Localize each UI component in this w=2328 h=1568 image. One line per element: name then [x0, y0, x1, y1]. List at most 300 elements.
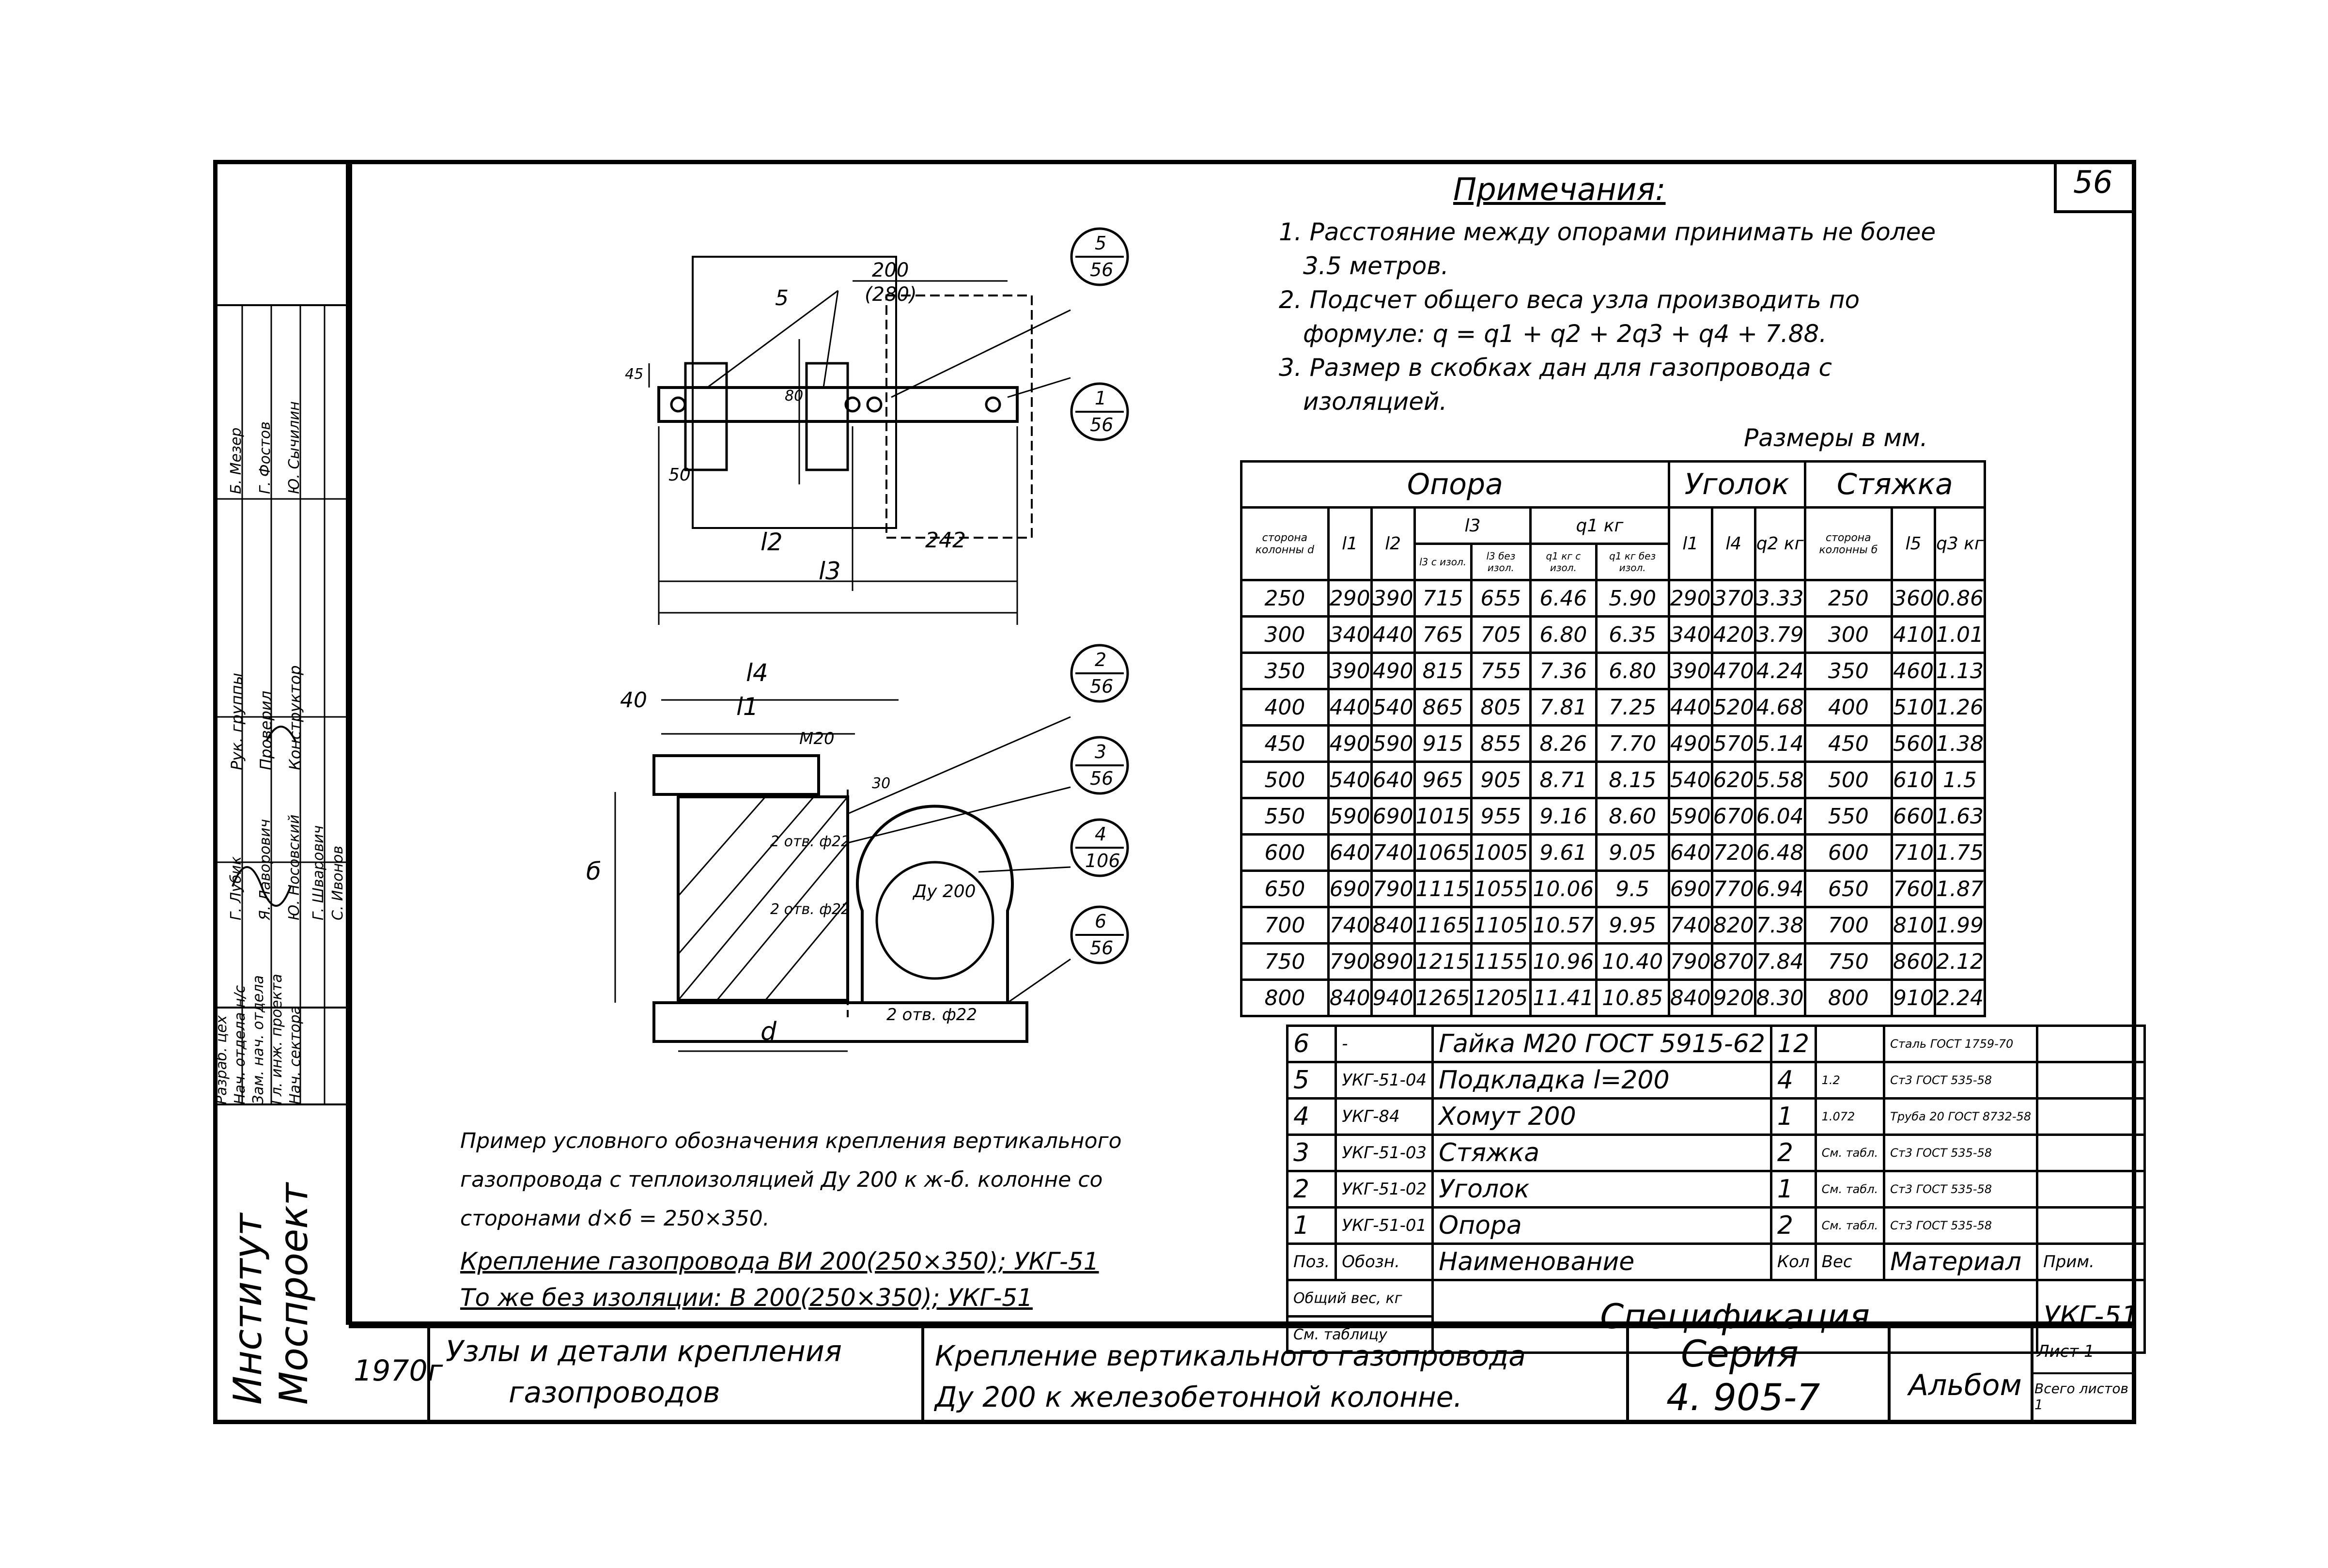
dims-cell: 750 — [1242, 944, 1329, 980]
top-dim-l2: l2 — [760, 528, 783, 556]
dims-cell: 250 — [1242, 580, 1329, 617]
dims-cell: 300 — [1242, 617, 1329, 653]
spec-hdr-note: Прим. — [2037, 1244, 2145, 1280]
dims-cell: 2.12 — [1935, 944, 1985, 980]
dims-row — [1242, 798, 1985, 835]
dims-cell: 540 — [1669, 762, 1712, 798]
spec-cell: Опора — [1433, 1208, 1771, 1244]
spec-cell: Хомут 200 — [1433, 1099, 1771, 1135]
album-label: Альбом — [1909, 1368, 2022, 1402]
dims-cell: 10.96 — [1531, 944, 1596, 980]
sheets-total: Всего листов 1 — [2034, 1381, 2129, 1413]
dims-cell: 840 — [1328, 980, 1371, 1016]
title-left-2: газопроводов — [509, 1376, 720, 1410]
dims-cell: 7.81 — [1531, 689, 1596, 726]
spec-cell: Подкладка l=200 — [1433, 1062, 1771, 1099]
spec-cell: 4 — [1771, 1062, 1816, 1099]
page-number: 56 — [2073, 165, 2113, 201]
dims-cell: 550 — [1242, 798, 1329, 835]
dims-cell: 1015 — [1414, 798, 1471, 835]
dims-cell: 600 — [1242, 835, 1329, 871]
series-label: Серия — [1681, 1332, 1799, 1375]
stamp-name-3: Ю. Сычилин — [286, 401, 303, 494]
title-year: 1970г — [354, 1354, 443, 1388]
hdr-q1-noiso: q1 кг без изол. — [1596, 544, 1669, 580]
stamp-role-c: Конструктор — [286, 665, 304, 770]
dims-cell: 9.16 — [1531, 798, 1596, 835]
dims-cell: 620 — [1712, 762, 1755, 798]
dims-cell: 1.87 — [1935, 871, 1985, 907]
dims-cell: 0.86 — [1935, 580, 1985, 617]
dims-cell: 6.46 — [1531, 580, 1596, 617]
dims-cell: 8.71 — [1531, 762, 1596, 798]
dims-row — [1242, 580, 1985, 617]
spec-hdr-pos: Поз. — [1288, 1244, 1336, 1280]
dims-cell: 390 — [1669, 653, 1712, 689]
dims-cell: 690 — [1371, 798, 1414, 835]
dims-cell: 8.26 — [1531, 726, 1596, 762]
callout-5-num: 5 — [1095, 233, 1107, 254]
dims-cell: 965 — [1414, 762, 1471, 798]
dims-cell: 440 — [1328, 689, 1371, 726]
dims-cell: 910 — [1892, 980, 1935, 1016]
spec-hdr-name: Наименование — [1433, 1244, 1771, 1280]
dims-cell: 765 — [1414, 617, 1471, 653]
stamp-name-6: Ю. Носовский — [286, 814, 303, 920]
dims-cell: 390 — [1371, 580, 1414, 617]
dims-cell: 9.61 — [1531, 835, 1596, 871]
note-line-3: 2. Подсчет общего веса узла производить по — [1279, 286, 1860, 314]
dims-cell: 1.5 — [1935, 762, 1985, 798]
dims-cell: 770 — [1712, 871, 1755, 907]
spec-cell: 1 — [1771, 1099, 1816, 1135]
dims-cell: 410 — [1892, 617, 1935, 653]
dims-cell: 520 — [1712, 689, 1755, 726]
callout-6-num: 6 — [1095, 911, 1107, 932]
dims-row — [1242, 689, 1985, 726]
top-dim-50: 50 — [668, 465, 691, 485]
stamp-role-2: Нач. отдела н/с — [232, 985, 248, 1104]
dims-row — [1242, 980, 1985, 1016]
dims-row — [1242, 617, 1985, 653]
spec-cell: См. табл. — [1816, 1208, 1884, 1244]
dims-cell: 1115 — [1414, 871, 1471, 907]
dimensions-table-body — [1242, 580, 1985, 1016]
dims-cell: 7.38 — [1755, 907, 1805, 944]
dims-cell: 820 — [1712, 907, 1755, 944]
dims-cell: 905 — [1471, 762, 1531, 798]
dims-cell: 855 — [1471, 726, 1531, 762]
dims-cell: 9.05 — [1596, 835, 1669, 871]
dims-cell: 805 — [1471, 689, 1531, 726]
callout-6-sheet: 56 — [1090, 937, 1114, 959]
dims-cell: 440 — [1371, 617, 1414, 653]
dims-cell: 705 — [1471, 617, 1531, 653]
dims-cell: 915 — [1414, 726, 1471, 762]
spec-cell — [2037, 1099, 2145, 1135]
example-formula-1: Крепление газопровода ВИ 200(250×350); УКГ-51 — [460, 1247, 1099, 1275]
sec-40: 40 — [620, 688, 647, 713]
dims-cell: 800 — [1242, 980, 1329, 1016]
dims-cell: 450 — [1242, 726, 1329, 762]
spec-cell: Сталь ГОСТ 1759-70 — [1884, 1026, 2037, 1062]
notes-heading: Примечания: — [1453, 172, 1666, 208]
note-line-2: 3.5 метров. — [1303, 252, 1449, 280]
dims-cell: 5.14 — [1755, 726, 1805, 762]
top-dim-l3: l3 — [819, 557, 841, 585]
sec-holes-1: 2 отв. ф22 — [770, 833, 851, 850]
dims-cell: 690 — [1669, 871, 1712, 907]
spec-cell: - — [1336, 1026, 1433, 1062]
dims-cell: 290 — [1669, 580, 1712, 617]
spec-cell — [2037, 1026, 2145, 1062]
dims-cell: 650 — [1242, 871, 1329, 907]
dims-cell: 4.24 — [1755, 653, 1805, 689]
spec-cell: Ст3 ГОСТ 535-58 — [1884, 1135, 2037, 1171]
spec-cell: См. табл. — [1816, 1135, 1884, 1171]
dims-cell: 700 — [1805, 907, 1892, 944]
dims-cell: 700 — [1242, 907, 1329, 944]
dims-cell: 10.57 — [1531, 907, 1596, 944]
spec-cell: 1.2 — [1816, 1062, 1884, 1099]
callout-4-sheet: 106 — [1085, 850, 1120, 871]
spec-cell: 2 — [1771, 1208, 1816, 1244]
dims-cell: 370 — [1712, 580, 1755, 617]
stamp-name-5: Я. Лаворович — [257, 819, 274, 920]
hdr-l3-noiso: l3 без изол. — [1471, 544, 1531, 580]
top-dim-80: 80 — [785, 388, 804, 404]
dims-cell: 400 — [1805, 689, 1892, 726]
dims-cell: 7.84 — [1755, 944, 1805, 980]
dims-cell: 1265 — [1414, 980, 1471, 1016]
dims-cell: 3.33 — [1755, 580, 1805, 617]
dims-cell: 1165 — [1414, 907, 1471, 944]
spec-cell: 2 — [1771, 1135, 1816, 1171]
stamp-name-8: С. Ивонов — [329, 845, 346, 920]
dims-cell: 6.48 — [1755, 835, 1805, 871]
dims-cell: 4.68 — [1755, 689, 1805, 726]
dims-cell: 740 — [1371, 835, 1414, 871]
title-center-1: Крепление вертикального газопровода — [935, 1339, 1526, 1372]
dims-cell: 715 — [1414, 580, 1471, 617]
dims-cell: 290 — [1328, 580, 1371, 617]
dims-cell: 540 — [1328, 762, 1371, 798]
dims-cell: 11.41 — [1531, 980, 1596, 1016]
spec-cell: УКГ-51-01 — [1336, 1208, 1433, 1244]
sec-30: 30 — [872, 775, 891, 792]
specification-table — [1286, 1025, 2146, 1354]
spec-cell: 3 — [1288, 1135, 1336, 1171]
dims-cell: 670 — [1712, 798, 1755, 835]
dims-cell: 600 — [1805, 835, 1892, 871]
hdr-l3-iso: l3 с изол. — [1414, 544, 1471, 580]
top-dim-45: 45 — [625, 366, 644, 383]
dims-row — [1242, 726, 1985, 762]
spec-cell — [2037, 1208, 2145, 1244]
note-line-4: формуле: q = q1 + q2 + 2q3 + q4 + 7.88. — [1303, 320, 1827, 348]
spec-cell: Ст3 ГОСТ 535-58 — [1884, 1171, 2037, 1208]
dims-cell: 8.30 — [1755, 980, 1805, 1016]
spec-hdr-qty: Кол — [1771, 1244, 1816, 1280]
hdr-l5: l5 — [1892, 508, 1935, 580]
dims-cell: 610 — [1892, 762, 1935, 798]
spec-row — [1288, 1026, 2145, 1062]
callout-3-sheet: 56 — [1090, 768, 1114, 789]
stamp-role-4: Гл. инж. проекта — [268, 974, 285, 1104]
dims-cell: 640 — [1328, 835, 1371, 871]
dims-cell: 860 — [1892, 944, 1935, 980]
spec-cell: УКГ-84 — [1336, 1099, 1433, 1135]
dims-cell: 660 — [1892, 798, 1935, 835]
dims-cell: 5.58 — [1755, 762, 1805, 798]
group-styazhka: Стяжка — [1805, 462, 1985, 508]
spec-title: Спецификация — [1433, 1280, 2037, 1353]
sec-d: d — [760, 1017, 777, 1046]
callout-1-sheet: 56 — [1090, 414, 1114, 435]
sec-l4: l4 — [746, 659, 768, 687]
dims-cell: 570 — [1712, 726, 1755, 762]
dims-cell: 1155 — [1471, 944, 1531, 980]
dims-cell: 250 — [1805, 580, 1892, 617]
spec-cell: Уголок — [1433, 1171, 1771, 1208]
dims-cell: 755 — [1471, 653, 1531, 689]
dims-cell: 1005 — [1471, 835, 1531, 871]
dims-cell: 450 — [1805, 726, 1892, 762]
dims-cell: 9.5 — [1596, 871, 1669, 907]
spec-see-table: См. таблицу — [1288, 1317, 1433, 1353]
stamp-lines — [213, 160, 349, 1325]
sec-holes-2: 2 отв. ф22 — [770, 901, 851, 918]
spec-cell: УКГ-51-03 — [1336, 1135, 1433, 1171]
dims-cell: 6.35 — [1596, 617, 1669, 653]
dims-cell: 10.06 — [1531, 871, 1596, 907]
dims-cell: 655 — [1471, 580, 1531, 617]
hdr-ug-l4: l4 — [1712, 508, 1755, 580]
spec-cell: Ст3 ГОСТ 535-58 — [1884, 1208, 2037, 1244]
dims-cell: 5.90 — [1596, 580, 1669, 617]
dims-cell: 560 — [1892, 726, 1935, 762]
spec-cell: См. табл. — [1816, 1171, 1884, 1208]
hdr-ug-l1: l1 — [1669, 508, 1712, 580]
title-center-2: Ду 200 к железобетонной колонне. — [935, 1381, 1462, 1413]
example-formula-2: То же без изоляции: В 200(250×350); УКГ-51 — [460, 1284, 1033, 1312]
group-opora: Опора — [1242, 462, 1669, 508]
note-line-5: 3. Размер в скобках дан для газопровода с — [1279, 354, 1832, 382]
hdr-l1: l1 — [1328, 508, 1371, 580]
dims-cell: 590 — [1669, 798, 1712, 835]
dims-cell: 390 — [1328, 653, 1371, 689]
note-line-6: изоляцией. — [1303, 388, 1447, 416]
title-left-1: Узлы и детали крепления — [446, 1335, 842, 1368]
dims-cell: 940 — [1371, 980, 1414, 1016]
dims-cell: 3.79 — [1755, 617, 1805, 653]
weld-5: 5 — [775, 286, 789, 310]
top-dim-242: 242 — [925, 528, 966, 553]
spec-row — [1288, 1171, 2145, 1208]
dims-cell: 810 — [1892, 907, 1935, 944]
dims-cell: 8.15 — [1596, 762, 1669, 798]
sec-holes-3: 2 отв. ф22 — [886, 1005, 978, 1025]
stamp-name-1: Б. Мезер — [228, 427, 245, 494]
spec-hdr-material: Материал — [1884, 1244, 2037, 1280]
callout-4-num: 4 — [1095, 823, 1107, 845]
dims-cell: 7.70 — [1596, 726, 1669, 762]
units-note: Размеры в мм. — [1744, 424, 1928, 452]
dims-row — [1242, 871, 1985, 907]
dims-cell: 760 — [1892, 871, 1935, 907]
stamp-role-b: Проверил — [257, 690, 275, 770]
dims-cell: 7.36 — [1531, 653, 1596, 689]
dims-cell: 2.24 — [1935, 980, 1985, 1016]
dims-cell: 6.80 — [1531, 617, 1596, 653]
dims-cell: 6.04 — [1755, 798, 1805, 835]
dims-cell: 6.80 — [1596, 653, 1669, 689]
dims-cell: 590 — [1371, 726, 1414, 762]
dims-cell: 490 — [1328, 726, 1371, 762]
dims-cell: 340 — [1669, 617, 1712, 653]
sec-b: б — [586, 857, 601, 885]
spec-row — [1288, 1099, 2145, 1135]
callout-3-num: 3 — [1095, 741, 1107, 762]
spec-cell: 2 — [1288, 1171, 1336, 1208]
dims-cell: 400 — [1242, 689, 1329, 726]
dims-cell: 840 — [1371, 907, 1414, 944]
dims-cell: 1.99 — [1935, 907, 1985, 944]
dims-cell: 470 — [1712, 653, 1755, 689]
spec-cell: УКГ-51-04 — [1336, 1062, 1433, 1099]
stamp-role-5: Нач. сектора — [287, 1005, 304, 1104]
spec-cell: Труба 20 ГОСТ 8732-58 — [1884, 1099, 2037, 1135]
example-line-2: газопровода с теплоизоляцией Ду 200 к ж-б. колонне со — [460, 1167, 1103, 1192]
spec-row — [1288, 1135, 2145, 1171]
dims-cell: 790 — [1371, 871, 1414, 907]
dims-cell: 460 — [1892, 653, 1935, 689]
dims-row — [1242, 835, 1985, 871]
spec-hdr-weight: Вес — [1816, 1244, 1884, 1280]
sheet-label: Лист 1 — [2037, 1342, 2095, 1361]
spec-cell: Стяжка — [1433, 1135, 1771, 1171]
dims-cell: 790 — [1669, 944, 1712, 980]
spec-table-body — [1288, 1026, 2145, 1244]
hdr-l3: l3 — [1414, 508, 1531, 544]
spec-cell: 1.072 — [1816, 1099, 1884, 1135]
dims-cell: 350 — [1805, 653, 1892, 689]
spec-cell: 4 — [1288, 1099, 1336, 1135]
dims-cell: 1.01 — [1935, 617, 1985, 653]
spec-cell: УКГ-51-02 — [1336, 1171, 1433, 1208]
hdr-b: сторона колонны б — [1805, 508, 1892, 580]
dims-cell: 10.40 — [1596, 944, 1669, 980]
dims-cell: 650 — [1805, 871, 1892, 907]
stamp-name-2: Г. Фостов — [257, 421, 274, 494]
dims-cell: 840 — [1669, 980, 1712, 1016]
spec-cell: Ст3 ГОСТ 535-58 — [1884, 1062, 2037, 1099]
dims-cell: 800 — [1805, 980, 1892, 1016]
example-line-3: сторонами d×б = 250×350. — [460, 1206, 770, 1231]
dims-cell: 890 — [1371, 944, 1414, 980]
callout-5-sheet: 56 — [1090, 259, 1114, 280]
dims-row — [1242, 907, 1985, 944]
spec-total-weight: Общий вес, кг — [1288, 1280, 1433, 1317]
spec-row — [1288, 1062, 2145, 1099]
spec-cell: 12 — [1771, 1026, 1816, 1062]
dims-cell: 1065 — [1414, 835, 1471, 871]
dims-row — [1242, 944, 1985, 980]
dims-cell: 420 — [1712, 617, 1755, 653]
dims-cell: 1215 — [1414, 944, 1471, 980]
dims-row — [1242, 653, 1985, 689]
dims-cell: 1.13 — [1935, 653, 1985, 689]
sec-m20: M20 — [799, 729, 835, 748]
dims-cell: 920 — [1712, 980, 1755, 1016]
dims-cell: 350 — [1242, 653, 1329, 689]
top-dim-280: (280) — [865, 283, 917, 306]
stamp-name-4: Г. Лубик — [228, 856, 245, 920]
dims-cell: 9.95 — [1596, 907, 1669, 944]
example-line-1: Пример условного обозначения крепления вертикального — [460, 1129, 1122, 1153]
dims-cell: 955 — [1471, 798, 1531, 835]
institute-line2: Моспроект — [271, 1182, 316, 1405]
spec-cell: 1 — [1771, 1171, 1816, 1208]
hdr-q3: q3 кг — [1935, 508, 1985, 580]
hdr-q1-iso: q1 кг с изол. — [1531, 544, 1596, 580]
spec-doc-code: УКГ-51 — [2037, 1280, 2145, 1353]
institute-line1: Институт — [225, 1213, 270, 1405]
spec-cell — [1816, 1026, 1884, 1062]
hdr-l2: l2 — [1371, 508, 1414, 580]
spec-cell — [2037, 1171, 2145, 1208]
hdr-d: сторона колонны d — [1242, 508, 1329, 580]
spec-cell — [2037, 1062, 2145, 1099]
stamp-role-1: Разраб. цех — [213, 1015, 230, 1104]
dims-cell: 440 — [1669, 689, 1712, 726]
hdr-q1: q1 кг — [1531, 508, 1669, 544]
dims-cell: 340 — [1328, 617, 1371, 653]
dimensions-table — [1240, 460, 1986, 1017]
sec-l1: l1 — [736, 693, 759, 721]
dims-cell: 510 — [1892, 689, 1935, 726]
dims-cell: 10.85 — [1596, 980, 1669, 1016]
callout-2-sheet: 56 — [1090, 676, 1114, 697]
callout-2-num: 2 — [1095, 649, 1107, 670]
hdr-q2: q2 кг — [1755, 508, 1805, 580]
spec-cell: Гайка М20 ГОСТ 5915-62 — [1433, 1026, 1771, 1062]
spec-cell — [2037, 1135, 2145, 1171]
section-view-drawing — [572, 668, 1107, 1066]
dims-cell: 550 — [1805, 798, 1892, 835]
dims-cell: 1.38 — [1935, 726, 1985, 762]
dims-cell: 7.25 — [1596, 689, 1669, 726]
dims-cell: 870 — [1712, 944, 1755, 980]
top-dim-200: 200 — [872, 259, 909, 281]
dims-cell: 865 — [1414, 689, 1471, 726]
dims-cell: 690 — [1328, 871, 1371, 907]
dims-cell: 500 — [1242, 762, 1329, 798]
dims-cell: 1055 — [1471, 871, 1531, 907]
dims-cell: 1105 — [1471, 907, 1531, 944]
spec-cell: 1 — [1288, 1208, 1336, 1244]
dims-row — [1242, 762, 1985, 798]
dims-cell: 740 — [1669, 907, 1712, 944]
callout-1-num: 1 — [1095, 388, 1107, 409]
dims-cell: 640 — [1371, 762, 1414, 798]
dims-cell: 300 — [1805, 617, 1892, 653]
dims-cell: 710 — [1892, 835, 1935, 871]
dims-cell: 1205 — [1471, 980, 1531, 1016]
spec-cell: 5 — [1288, 1062, 1336, 1099]
stamp-name-7: Г. Шварович — [310, 825, 327, 920]
stamp-role-a: Рук. группы — [228, 672, 246, 770]
